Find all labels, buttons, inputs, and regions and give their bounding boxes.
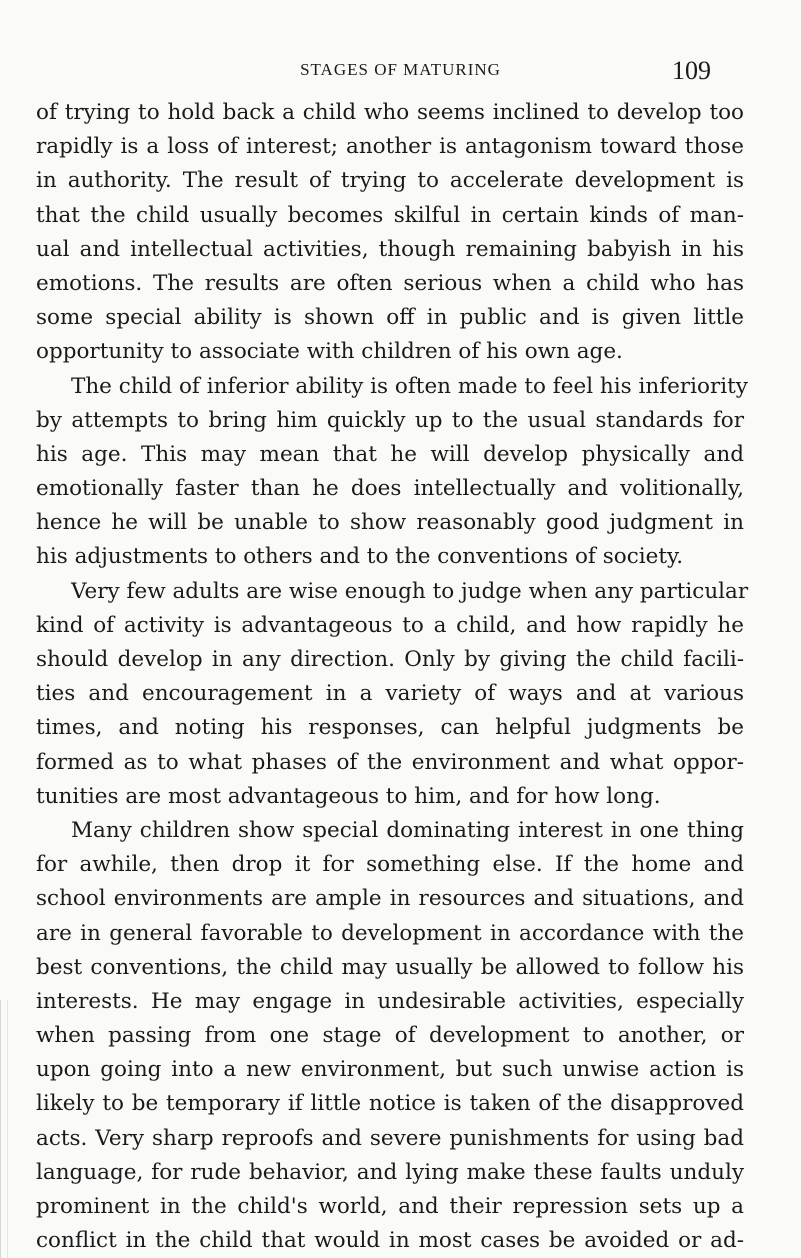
- page-binding-edge: [0, 1000, 8, 1258]
- text-line: emotionally faster than he does intellectually and volitionally,: [36, 476, 744, 502]
- text-line: ties and encouragement in a variety of ways and at various: [36, 681, 744, 707]
- text-line: upon going into a new environment, but such unwise action is: [36, 1057, 744, 1083]
- text-line: for awhile, then drop it for something else. If the home and: [36, 852, 744, 878]
- text-line: conflict in the child that would in most cases be avoided or ad-: [36, 1228, 744, 1254]
- text-line: times, and noting his responses, can helpful judgments be: [36, 715, 744, 741]
- paragraph-start-line: Many children show special dominating interest in one thing: [71, 817, 744, 843]
- running-title: STAGES OF MATURING: [300, 60, 501, 79]
- paragraph-start-line: The child of inferior ability is often made to feel his inferiority: [71, 373, 748, 399]
- text-line: when passing from one stage of development to another, or: [36, 1023, 744, 1049]
- page-number: 109: [672, 56, 711, 85]
- body-text: [36, 96, 749, 1258]
- text-line: are in general favorable to development in accordance with the: [36, 920, 744, 946]
- text-line: emotions. The results are often serious when a child who has: [36, 270, 744, 296]
- text-line: opportunity to associate with children of his own age.: [36, 339, 623, 365]
- text-line: formed as to what phases of the environment and what oppor-: [36, 749, 744, 775]
- text-line: his adjustments to others and to the conventions of society.: [36, 544, 684, 570]
- text-line: by attempts to bring him quickly up to the usual standards for: [36, 407, 744, 433]
- text-line: in authority. The result of trying to accelerate development is: [36, 168, 744, 194]
- text-line: his age. This may mean that he will develop physically and: [36, 441, 744, 467]
- text-line: some special ability is shown off in public and is given little: [36, 305, 744, 331]
- running-head: [0, 56, 801, 90]
- text-line: school environments are ample in resources and situations, and: [36, 886, 744, 912]
- text-line: acts. Very sharp reproofs and severe punishments for using bad: [36, 1125, 744, 1151]
- text-line: should develop in any direction. Only by giving the child facili-: [36, 647, 744, 672]
- text-line: ual and intellectual activities, though remaining babyish in his: [36, 236, 744, 262]
- text-line: language, for rude behavior, and lying make these faults unduly: [36, 1159, 744, 1185]
- text-line: that the child usually becomes skilful in certain kinds of man-: [36, 202, 744, 228]
- text-line: best conventions, the child may usually be allowed to follow his: [36, 954, 744, 980]
- text-line: rapidly is a loss of interest; another is antagonism toward those: [36, 134, 744, 160]
- text-line: tunities are most advantageous to him, and for how long.: [36, 783, 661, 809]
- paragraph-start-line: Very few adults are wise enough to judge when any particular: [71, 578, 749, 604]
- text-line: hence he will be unable to show reasonably good judgment in: [36, 510, 744, 536]
- text-line: of trying to hold back a child who seems inclined to develop too: [36, 100, 744, 125]
- text-line: interests. He may engage in undesirable activities, especially: [36, 988, 744, 1014]
- text-line: kind of activity is advantageous to a child, and how rapidly he: [36, 612, 744, 638]
- text-line: likely to be temporary if little notice is taken of the disapproved: [36, 1091, 744, 1117]
- text-line: prominent in the child's world, and their repression sets up a: [36, 1194, 744, 1219]
